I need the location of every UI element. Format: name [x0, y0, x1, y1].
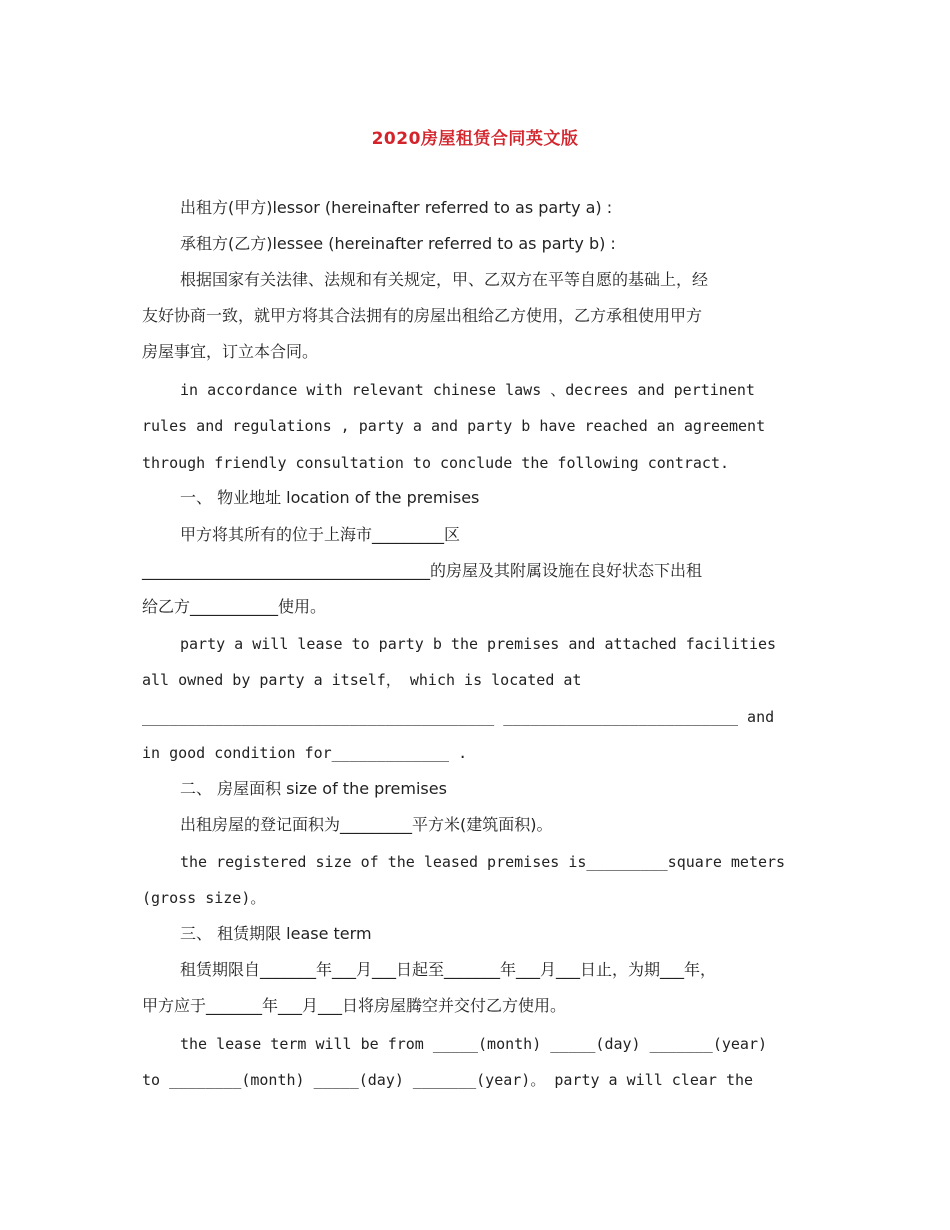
document-title: 2020房屋租赁合同英文版: [371, 129, 579, 149]
section-2-cn-line: 出租房屋的登记面积为_________平方米(建筑面积)。: [180, 815, 553, 834]
section-1-cn-line-2: ____________________________________的房屋及其附属设施在良好状态下出租: [142, 561, 703, 580]
preamble-en-line-2: rules and regulations , party a and party b have reached an agreement: [142, 417, 766, 435]
section-3-heading: 三、 租赁期限 lease term: [180, 924, 372, 943]
section-1-cn-line-1: 甲方将其所有的位于上海市_________区: [180, 525, 461, 544]
section-1-en-line-2: all owned by party a itself， which is located at: [142, 671, 582, 689]
section-3-en-line-1: the lease term will be from _____(month) _____(day) _______(year): [180, 1035, 767, 1053]
section-3-cn-line-2: 甲方应于_______年___月___日将房屋腾空并交付乙方使用。: [142, 996, 567, 1015]
preamble-cn-line-2: 友好协商一致，就甲方将其合法拥有的房屋出租给乙方使用，乙方承租使用甲方: [142, 306, 703, 325]
preamble-en-line-3: through friendly consultation to conclude the following contract.: [142, 454, 729, 472]
preamble-en-line-1: in accordance with relevant chinese laws 、decrees and pertinent: [180, 381, 755, 399]
section-1-en-line-3: _______________________________________ __________________________ and: [142, 708, 775, 726]
section-2-en-line-2: (gross size)。: [142, 889, 266, 907]
section-1-en-line-1: party a will lease to party b the premises and attached facilities: [180, 635, 777, 653]
section-2-heading: 二、 房屋面积 size of the premises: [180, 779, 447, 798]
section-1-cn-line-3: 给乙方___________使用。: [142, 597, 327, 616]
section-3-en-line-2: to ________(month) _____(day) _______(year)。 party a will clear the: [142, 1071, 754, 1089]
lessee-line: 承租方(乙方)lessee (hereinafter referred to as party b) :: [180, 234, 616, 253]
section-3-cn-line-1: 租赁期限自_______年___月___日起至_______年___月___日止，为期___年，: [180, 960, 717, 979]
preamble-cn-line-1: 根据国家有关法律、法规和有关规定，甲、乙双方在平等自愿的基础上，经: [180, 270, 709, 289]
section-1-heading: 一、 物业地址 location of the premises: [180, 488, 480, 507]
preamble-cn-line-3: 房屋事宜，订立本合同。: [142, 342, 319, 361]
section-1-en-line-4: in good condition for_____________ .: [142, 744, 468, 762]
lessor-line: 出租方(甲方)lessor (hereinafter referred to as party a) :: [180, 198, 613, 217]
section-2-en-line-1: the registered size of the leased premises is_________square meters: [180, 853, 786, 871]
